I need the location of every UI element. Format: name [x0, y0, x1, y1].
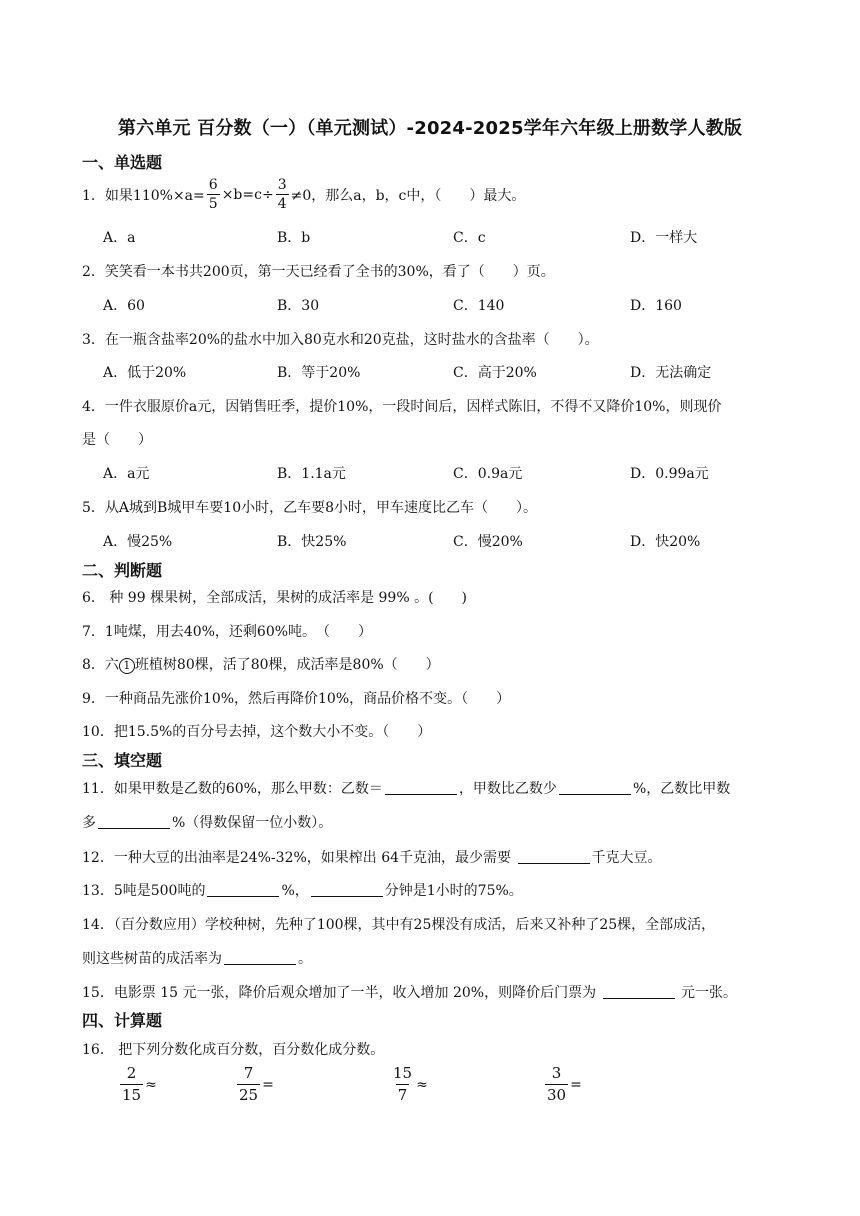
option-d[interactable]: D．快20% [630, 534, 701, 550]
option-d[interactable]: D．一样大 [630, 230, 698, 246]
question-text-lead: 如果110%×a= [104, 187, 205, 204]
option-b[interactable]: B．等于20% [277, 365, 361, 381]
option-b[interactable]: B．30 [277, 298, 320, 314]
fraction-numerator: 7 [243, 1064, 254, 1082]
option-d[interactable]: D．无法确定 [630, 365, 712, 381]
option-b[interactable]: B．1.1a元 [277, 466, 346, 482]
fraction-numerator: 15 [393, 1064, 413, 1082]
question-11-text-e: %（得数保留一位小数）。 [172, 815, 333, 831]
question-14: 14．（百分数应用）学校种树，先种了100棵，其中有25棵没有成活，后来又补种了25棵，全部成活， [82, 917, 716, 933]
option-d[interactable]: D．0.99a元 [630, 466, 709, 482]
question-4-continued: 是（ ） [82, 432, 152, 448]
option-d[interactable]: D．160 [630, 298, 682, 314]
answer-blank[interactable] [98, 814, 170, 829]
section-heading-calculation: 四、计算题 [82, 1011, 163, 1030]
question-7: 7．1吨煤，用去40%，还剩60%吨。 （ ） [82, 624, 373, 640]
option-c[interactable]: C．慢20% [453, 534, 523, 550]
option-c[interactable]: C．0.9a元 [453, 466, 523, 482]
question-15-text-b: 元一张。 [676, 985, 737, 1001]
question-12-text-b: 千克大豆。 [591, 850, 662, 866]
question-1 [82, 176, 525, 213]
answer-blank[interactable] [311, 882, 383, 897]
option-a[interactable]: A．低于20% [103, 365, 187, 381]
question-11-text-d: 多 [82, 815, 96, 831]
option-c[interactable]: C．c [453, 230, 486, 246]
question-2: 2．笑笑看一本书共200页，第一天已经看了全书的30%，看了（ ）页。 [82, 264, 555, 280]
question-13-text-c: 分钟是1小时的75%。 [384, 883, 523, 899]
question-11 [82, 778, 730, 798]
question-14-text-b: 则这些树苗的成活率为 [82, 951, 222, 967]
fraction-numerator: 3 [277, 177, 287, 193]
question-4: 4．一件衣服原价a元，因销售旺季，提价10%，一段时间后，因样式陈旧，不得不又降价10%，则现价 [82, 399, 722, 415]
question-11-text-a: 11．如果甲数是乙数的60%，那么甲数：乙数＝ [82, 781, 383, 797]
fraction-numerator: 6 [208, 177, 218, 193]
question-15 [82, 982, 737, 1002]
option-a[interactable]: A．60 [103, 298, 145, 314]
page-title: 第六单元 百分数（一）（单元测试）-2024-2025学年六年级上册数学人教版 [117, 118, 743, 139]
approx-sign: ≈ [416, 1076, 428, 1093]
calc-item [118, 1063, 157, 1106]
fraction-denominator: 15 [122, 1086, 142, 1104]
fraction-denominator: 7 [397, 1086, 408, 1104]
fraction [237, 1063, 260, 1106]
section-heading-fill-in: 三、填空题 [82, 751, 163, 770]
answer-blank[interactable] [559, 780, 631, 795]
fraction-three-quarters [276, 176, 289, 213]
question-12-text-a: 12．一种大豆的出油率是24%-32%，如果榨出 64千克油，最少需要 [82, 850, 516, 866]
question-number: 1． [82, 187, 105, 204]
question-8-text: 班植树80棵，活了80棵，成活率是80%（ ） [134, 657, 440, 673]
question-13-text-a: 13．5吨是500吨的 [82, 883, 206, 899]
question-text-mid: ×b=c÷ [221, 186, 274, 203]
question-14-continued [82, 948, 312, 968]
fraction-numerator: 3 [551, 1064, 562, 1082]
answer-blank[interactable] [207, 882, 279, 897]
question-11-continued [82, 812, 332, 832]
question-8 [82, 654, 440, 674]
question-13-text-b: %， [281, 883, 309, 899]
question-13 [82, 880, 523, 900]
fraction [545, 1063, 568, 1106]
fraction-numerator: 2 [126, 1064, 137, 1082]
question-3: 3．在一瓶含盐率20%的盐水中加入80克水和20克盐，这时盐水的含盐率（ ）。 [82, 332, 599, 348]
answer-blank[interactable] [385, 780, 457, 795]
question-8-prefix: 8．六 [82, 657, 119, 673]
equals-sign: = [570, 1076, 582, 1093]
answer-blank[interactable] [603, 984, 675, 999]
option-a[interactable]: A．a元 [103, 466, 150, 482]
equals-sign: = [262, 1076, 274, 1093]
fraction [120, 1063, 143, 1106]
question-12 [82, 847, 662, 867]
option-b[interactable]: B．b [277, 230, 311, 246]
question-11-text-c: %，乙数比甲数 [632, 781, 731, 797]
approx-sign: ≈ [145, 1076, 157, 1093]
fraction-six-fifths [207, 176, 220, 213]
answer-blank[interactable] [518, 849, 590, 864]
option-a[interactable]: A．a [103, 230, 136, 246]
option-c[interactable]: C．140 [453, 298, 505, 314]
fraction-denominator: 5 [208, 196, 218, 212]
question-9: 9．一种商品先涨价10%，然后再降价10%，商品价格不变。（ ） [82, 691, 511, 707]
question-11-text-b: ，甲数比乙数少 [458, 781, 557, 797]
circled-number-one: 1 [119, 658, 135, 674]
calc-item [543, 1063, 582, 1106]
question-5: 5．从A城到B城甲车要10小时，乙车要8小时，甲车速度比乙车（ ）。 [82, 500, 538, 516]
answer-blank[interactable] [224, 950, 296, 965]
option-c[interactable]: C．高于20% [453, 365, 537, 381]
question-10: 10．把15.5%的百分号去掉，这个数大小不变。（ ） [82, 724, 432, 740]
section-heading-true-false: 二、判断题 [82, 561, 163, 580]
fraction [391, 1063, 414, 1106]
question-text-tail: ≠0，那么a，b，c中，（ ）最大。 [290, 187, 526, 204]
question-15-text-a: 15．电影票 15 元一张，降价后观众增加了一半，收入增加 20%，则降价后门票为 [82, 985, 601, 1001]
calc-item [389, 1063, 428, 1106]
fraction-denominator: 30 [547, 1086, 567, 1104]
question-14-text-c: 。 [298, 951, 312, 967]
option-a[interactable]: A．慢25% [103, 534, 173, 550]
fraction-denominator: 25 [239, 1086, 259, 1104]
question-16: 16． 把下列分数化成百分数，百分数化成分数。 [82, 1042, 385, 1058]
question-6: 6． 种 99 棵果树，全部成活，果树的成活率是 99% 。( ) [82, 590, 468, 606]
fraction-denominator: 4 [277, 196, 287, 212]
section-heading-single-choice: 一、单选题 [82, 153, 163, 172]
option-b[interactable]: B．快25% [277, 534, 347, 550]
calc-item [235, 1063, 274, 1106]
